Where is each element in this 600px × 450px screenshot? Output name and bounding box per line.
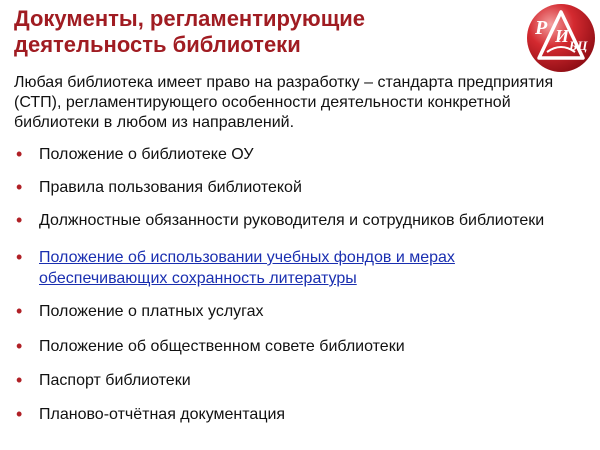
bullet-text: Паспорт библиотеки [39, 372, 191, 389]
bullet-text: Планово-отчётная документация [39, 406, 286, 423]
ribc-logo [525, 2, 597, 74]
bullet-marker: • [16, 247, 23, 267]
bullet-text: Положение об общественном совете библиотеки [39, 338, 405, 355]
document-link[interactable] [39, 247, 579, 289]
logo-letters-bc: БЦ [569, 38, 588, 53]
bullet-marker: • [16, 370, 23, 390]
intro-paragraph: Любая библиотека имеет право на разработку – стандарта предприятия (СТП), регламентирующего особенности деятельности конкретной библиотеки в любом из направлений. [14, 74, 554, 131]
bullet-text: Правила пользования библиотекой [39, 179, 302, 196]
bullet-marker: • [16, 177, 23, 197]
document-link-line-1[interactable]: Положение об использовании учебных фондов и мерах [39, 249, 455, 266]
bullet-marker: • [16, 210, 23, 230]
slide-title [14, 6, 484, 58]
bullet-marker: • [16, 301, 23, 321]
bullet-text: Должностные обязанности руководителя и сотрудников библиотеки [39, 212, 545, 229]
document-link-line-2[interactable]: обеспечивающих сохранность литературы [39, 270, 357, 287]
bullet-marker: • [16, 144, 23, 164]
bullet-marker: • [16, 404, 23, 424]
bullet-text: Положение о платных услугах [39, 303, 264, 320]
bullet-marker: • [16, 336, 23, 356]
bullet-text: Положение о библиотеке ОУ [39, 146, 254, 163]
logo-letter-i: И [555, 26, 570, 46]
logo-letter-r: Р [535, 17, 548, 39]
slide-title-line-1: Документы, регламентирующие [14, 6, 366, 31]
slide-title-line-2: деятельность библиотеки [14, 32, 301, 57]
